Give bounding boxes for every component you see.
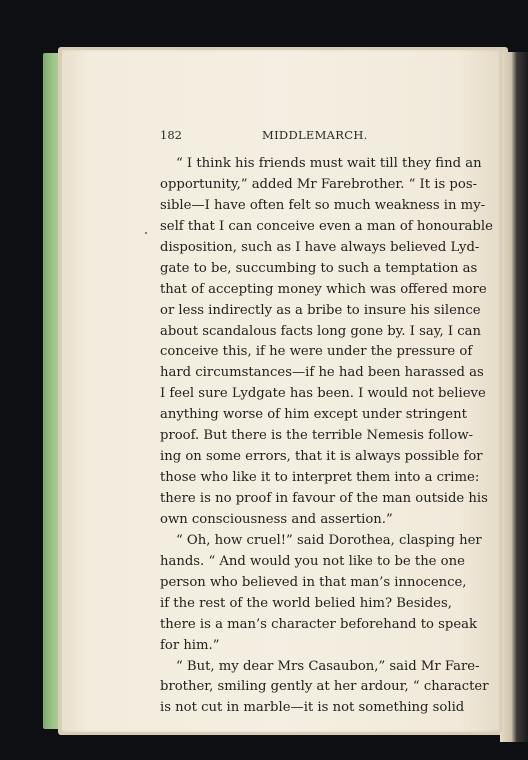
running-head (160, 128, 450, 146)
text-line: that of accepting money which was offered more (160, 281, 487, 297)
text-line: conceive this, if he were under the pressure of (160, 344, 473, 360)
text-line: those who like it to interpret them into a crime: (160, 470, 480, 486)
text-line: for him.” (160, 637, 220, 653)
text-line: sible—I have often felt so much weakness in my- (160, 197, 486, 213)
text-line: “ Oh, how cruel!” said Dorothea, clasping her (176, 532, 482, 548)
text-line: if the rest of the world belied him? Besides, (160, 595, 452, 611)
text-line: is not cut in marble—it is not something solid (160, 700, 465, 716)
text-line: opportunity,” added Mr Farebrother. “ It is pos- (160, 176, 478, 192)
facing-page-edge (500, 52, 528, 742)
text-line: hands. “ And would you not like to be the one (160, 553, 465, 569)
text-line: or less indirectly as a bribe to insure his silence (160, 302, 481, 318)
text-line: there is no proof in favour of the man outside his (160, 491, 488, 506)
text-line: anything worse of him except under stringent (160, 407, 467, 423)
page-mark (145, 232, 147, 234)
text-line: person who believed in that man’s innocence, (160, 574, 467, 590)
text-line: brother, smiling gently at her ardour, “ character (160, 679, 489, 695)
text-line: gate to be, succumbing to such a temptation as (160, 260, 478, 276)
text-line: “ But, my dear Mrs Casaubon,” said Mr Fare- (176, 658, 480, 674)
text-line: own consciousness and assertion.” (160, 511, 393, 527)
body-text (160, 154, 493, 719)
text-line: disposition, such as I have always believed Lyd- (160, 239, 480, 255)
text-line: there is a man’s character beforehand to speak (160, 616, 477, 632)
page-number: 182 (160, 128, 182, 142)
running-title: MIDDLEMARCH. (262, 128, 368, 142)
text-line: about scandalous facts long gone by. I say, I can (160, 323, 481, 339)
text-line: I feel sure Lydgate has been. I would not believe (160, 386, 486, 402)
text-line: proof. But there is the terrible Nemesis follow- (160, 428, 474, 444)
text-line: self that I can conceive even a man of honourable (160, 218, 493, 234)
text-line: hard circumstances—if he had been harassed as (160, 365, 484, 381)
text-line: ing on some errors, that it is always possible for (160, 449, 483, 465)
text-line: “ I think his friends must wait till they find an (176, 156, 482, 171)
